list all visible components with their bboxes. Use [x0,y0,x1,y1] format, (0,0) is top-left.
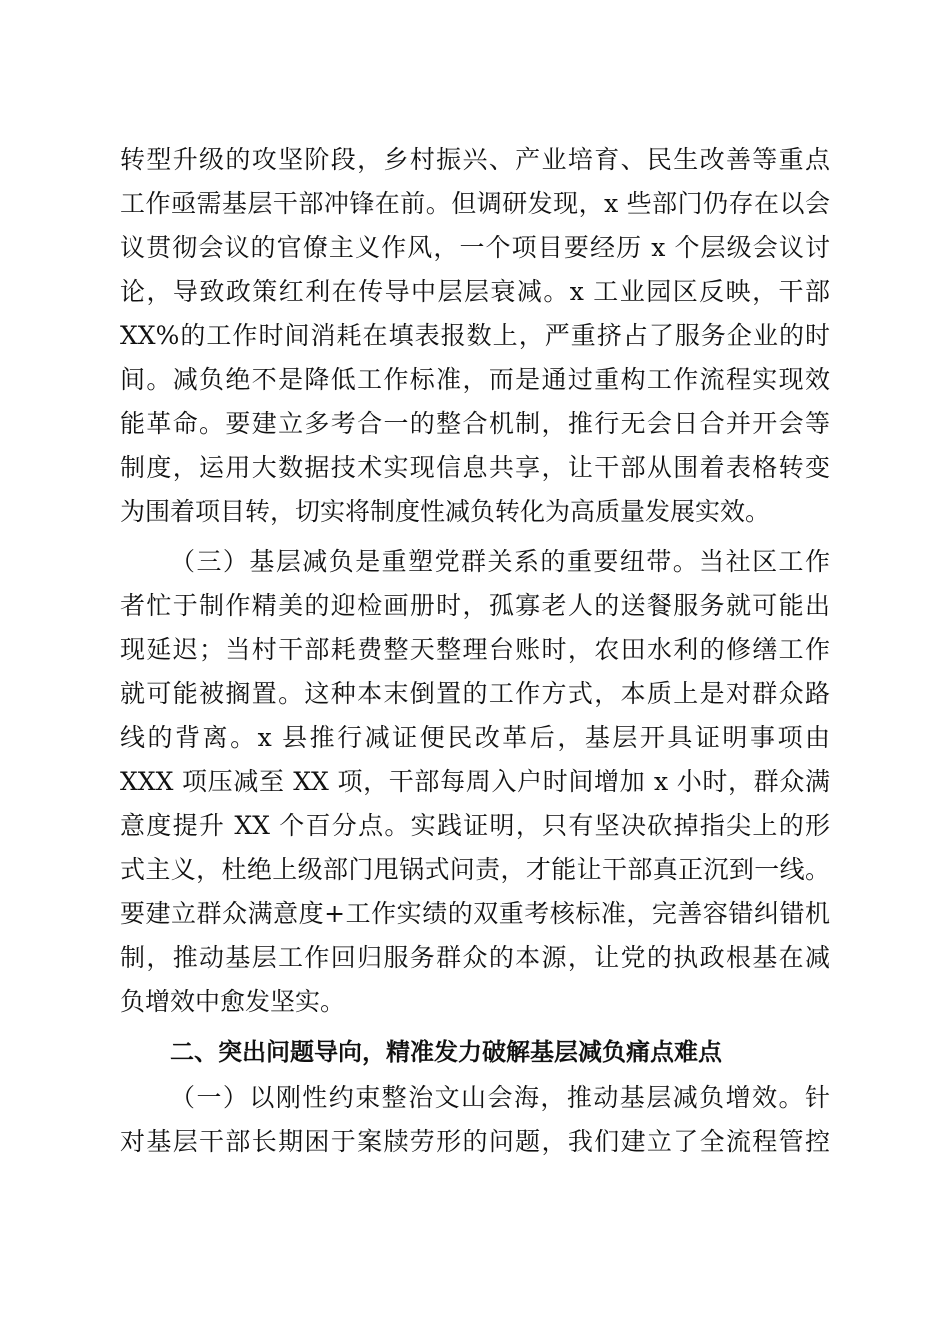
section-heading: 二、突出问题导向，精准发力破解基层减负痛点难点 [170,1038,722,1066]
paragraph-2-line-7: 意度提升 XX 个百分点。实践证明，只有坚决砍掉指尖上的形 [120,811,830,840]
paragraph-1-line-5: XX%的工作时间消耗在填表报数上，严重挤占了服务企业的时 [120,321,830,350]
paragraph-2-line-9: 要建立群众满意度+工作实绩的双重考核标准，完善容错纠错机 [120,899,830,928]
paragraph-2-line-5: 线的背离。x 县推行减证便民改革后，基层开具证明事项由 [120,723,830,752]
paragraph-1-line-1: 转型升级的攻坚阶段，乡村振兴、产业培育、民生改善等重点 [120,145,830,174]
paragraph-2-line-4: 就可能被搁置。这种本末倒置的工作方式，本质上是对群众路 [120,679,830,708]
paragraph-3-line-1: （一）以刚性约束整治文山会海，推动基层减负增效。针 [170,1083,830,1112]
paragraph-1-line-3: 议贯彻会议的官僚主义作风，一个项目要经历 x 个层级会议讨 [120,233,830,262]
paragraph-1-line-8: 制度，运用大数据技术实现信息共享，让干部从围着表格转变 [120,453,830,482]
paragraph-2-line-1: （三）基层减负是重塑党群关系的重要纽带。当社区工作 [170,547,830,576]
paragraph-2-line-3: 现延迟；当村干部耗费整天整理台账时，农田水利的修缮工作 [120,635,830,664]
paragraph-3-line-2: 对基层干部长期困于案牍劳形的问题，我们建立了全流程管控 [120,1127,830,1156]
paragraph-2-line-8: 式主义，杜绝上级部门甩锅式问责，才能让干部真正沉到一线。 [120,855,830,884]
paragraph-2-line-6: XXX 项压减至 XX 项，干部每周入户时间增加 x 小时，群众满 [120,767,830,796]
paragraph-1-line-4: 论，导致政策红利在传导中层层衰减。x 工业园区反映，干部 [120,277,830,306]
paragraph-1-line-6: 间。减负绝不是降低工作标准，而是通过重构工作流程实现效 [120,365,830,394]
paragraph-1-line-9: 为围着项目转，切实将制度性减负转化为高质量发展实效。 [120,497,771,526]
paragraph-2-line-2: 者忙于制作精美的迎检画册时，孤寡老人的送餐服务就可能出 [120,591,830,620]
paragraph-1-line-7: 能革命。要建立多考合一的整合机制，推行无会日合并开会等 [120,409,830,438]
paragraph-1-line-2: 工作亟需基层干部冲锋在前。但调研发现，x 些部门仍存在以会 [120,189,830,218]
paragraph-2-line-11: 负增效中愈发坚实。 [120,987,346,1016]
paragraph-2-line-10: 制，推动基层工作回归服务群众的本源，让党的执政根基在减 [120,943,830,972]
